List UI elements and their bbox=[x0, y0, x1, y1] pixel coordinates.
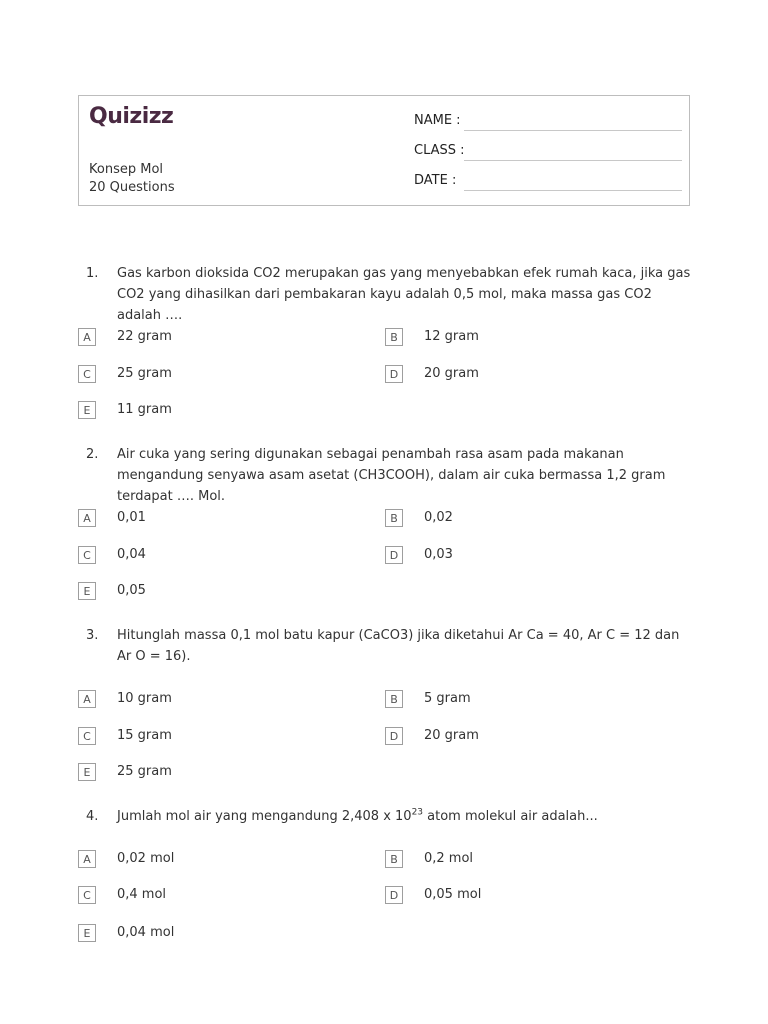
option-letter: E bbox=[78, 401, 96, 419]
question-number: 1. bbox=[86, 266, 99, 281]
option-text: 25 gram bbox=[117, 366, 172, 381]
question-count: 20 Questions bbox=[89, 180, 175, 195]
option-text: 20 gram bbox=[424, 366, 479, 381]
option-text: 0,01 bbox=[117, 510, 146, 525]
option-letter: A bbox=[78, 850, 96, 868]
option-text: 0,04 bbox=[117, 547, 146, 562]
worksheet-header bbox=[78, 95, 690, 206]
option-letter: E bbox=[78, 924, 96, 942]
option-letter: B bbox=[385, 690, 403, 708]
option-letter: C bbox=[78, 365, 96, 383]
quizizz-logo: Quizizz bbox=[89, 104, 174, 129]
option-text: 20 gram bbox=[424, 728, 479, 743]
question-text-before: Jumlah mol air yang mengandung 2,408 x 10 bbox=[117, 809, 412, 824]
option-letter: A bbox=[78, 690, 96, 708]
class-label: CLASS : bbox=[414, 143, 465, 158]
class-line bbox=[464, 160, 682, 161]
name-line bbox=[464, 130, 682, 131]
date-line bbox=[464, 190, 682, 191]
name-label: NAME : bbox=[414, 113, 461, 128]
option-letter: B bbox=[385, 328, 403, 346]
option-letter: D bbox=[385, 365, 403, 383]
option-text: 0,4 mol bbox=[117, 887, 167, 902]
option-letter: D bbox=[385, 727, 403, 745]
option-text: 0,2 mol bbox=[424, 851, 474, 866]
question-number: 4. bbox=[86, 809, 99, 824]
option-text: 0,05 mol bbox=[424, 887, 482, 902]
question-text: Hitunglah massa 0,1 mol batu kapur (CaCO3) jika diketahui Ar Ca = 40, Ar C = 12 dan Ar O = 16). bbox=[117, 628, 680, 664]
option-letter: B bbox=[385, 850, 403, 868]
option-text: 0,05 bbox=[117, 583, 146, 598]
question-number: 3. bbox=[86, 628, 99, 643]
exponent: 23 bbox=[411, 807, 424, 818]
question-text bbox=[117, 806, 697, 827]
option-text: 11 gram bbox=[117, 402, 172, 417]
option-letter: C bbox=[78, 546, 96, 564]
option-letter: D bbox=[385, 886, 403, 904]
option-text: 0,03 bbox=[424, 547, 453, 562]
option-letter: A bbox=[78, 328, 96, 346]
date-label: DATE : bbox=[414, 173, 457, 188]
option-text: 10 gram bbox=[117, 691, 172, 706]
option-text: 0,02 mol bbox=[117, 851, 175, 866]
option-letter: C bbox=[78, 886, 96, 904]
question-text-after: atom molekul air adalah... bbox=[423, 809, 598, 824]
option-letter: C bbox=[78, 727, 96, 745]
option-text: 0,02 bbox=[424, 510, 453, 525]
option-letter: D bbox=[385, 546, 403, 564]
question-number: 2. bbox=[86, 447, 99, 462]
option-letter: E bbox=[78, 582, 96, 600]
option-text: 5 gram bbox=[424, 691, 471, 706]
option-letter: B bbox=[385, 509, 403, 527]
question-text: Air cuka yang sering digunakan sebagai penambah rasa asam pada makanan mengandung senyawa asam asetat (CH3COOH), dalam air cuka bermassa 1,2 gram terdapat …. Mol. bbox=[117, 447, 666, 504]
option-letter: E bbox=[78, 763, 96, 781]
option-text: 25 gram bbox=[117, 764, 172, 779]
option-letter: A bbox=[78, 509, 96, 527]
quiz-title: Konsep Mol bbox=[89, 162, 164, 177]
option-text: 12 gram bbox=[424, 329, 479, 344]
option-text: 15 gram bbox=[117, 728, 172, 743]
option-text: 0,04 mol bbox=[117, 925, 175, 940]
option-text: 22 gram bbox=[117, 329, 172, 344]
question-text: Gas karbon dioksida CO2 merupakan gas yang menyebabkan efek rumah kaca, jika gas CO2 yang dihasilkan dari pembakaran kayu adalah 0,5 mol, maka massa gas CO2 adalah …. bbox=[117, 266, 691, 323]
